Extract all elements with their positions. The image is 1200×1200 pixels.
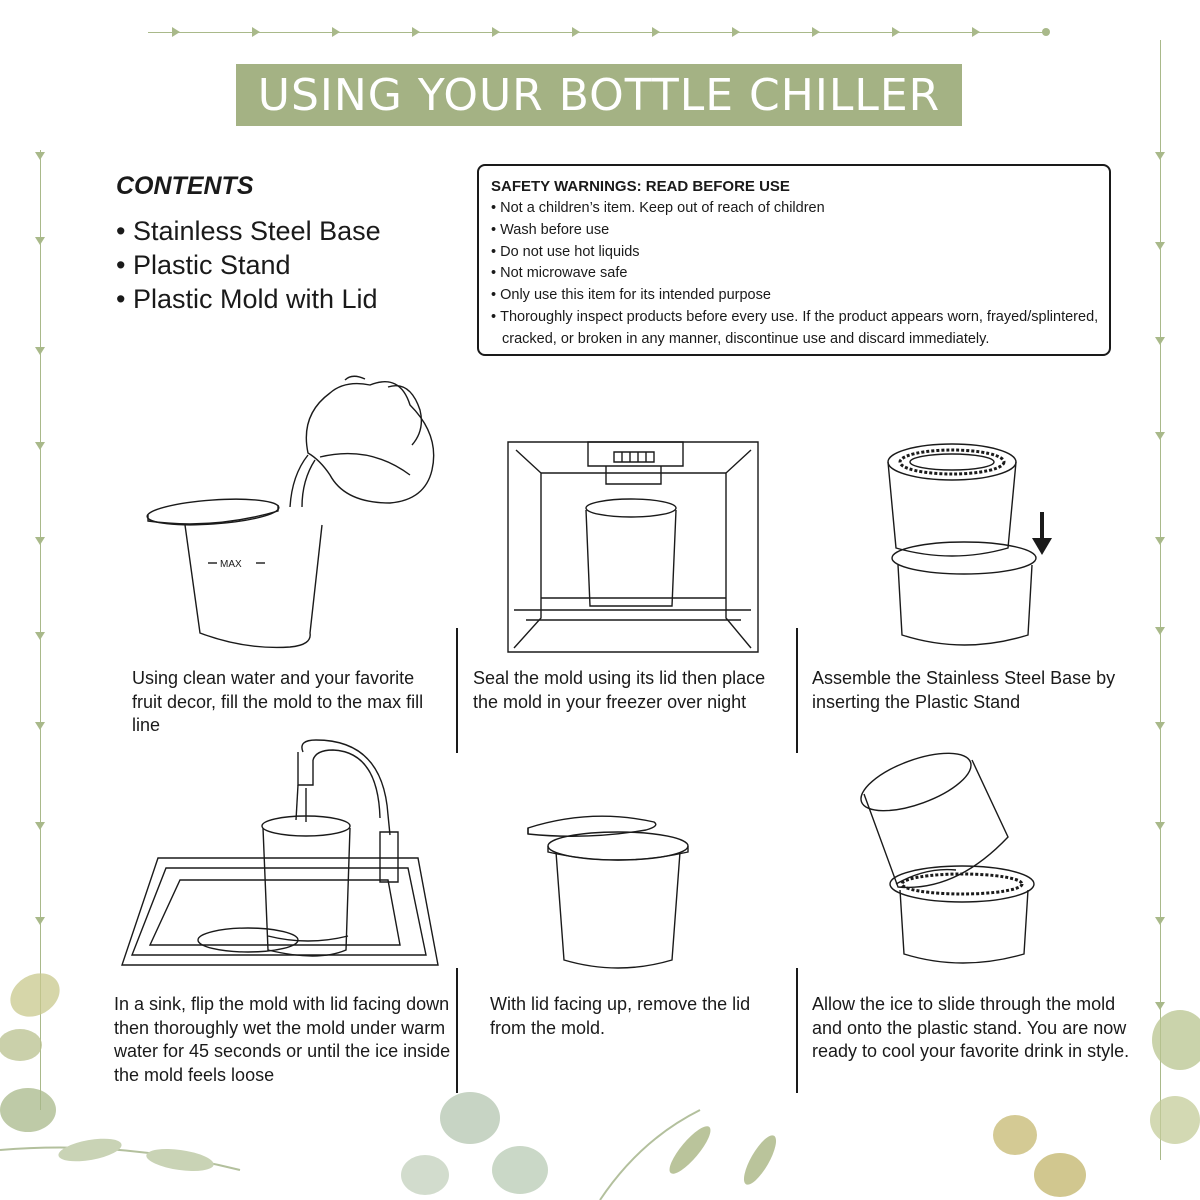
max-fill-label: MAX xyxy=(220,559,242,570)
sink-illustration xyxy=(118,740,448,970)
column-divider xyxy=(796,968,798,1093)
pour-water-illustration xyxy=(140,375,440,665)
warning-item: • Wash before use xyxy=(491,220,1109,242)
remove-lid-illustration xyxy=(526,808,706,973)
contents-item: • Stainless Steel Base xyxy=(116,214,381,248)
safety-warnings-title: SAFETY WARNINGS: READ BEFORE USE xyxy=(491,178,790,195)
safety-warnings-list xyxy=(491,198,1109,351)
contents-item: • Plastic Mold with Lid xyxy=(116,282,381,316)
warning-item: • Only use this item for its intended purpose xyxy=(491,285,1109,307)
step-5-text: With lid facing up, remove the lid from the mold. xyxy=(490,994,751,1038)
contents-item: • Plastic Stand xyxy=(116,248,381,282)
warning-item: • Not a children’s item. Keep out of reach of children xyxy=(491,198,1109,220)
column-divider xyxy=(456,628,458,753)
ice-slide-illustration xyxy=(856,752,1036,972)
column-divider xyxy=(796,628,798,753)
freezer-illustration xyxy=(506,438,761,653)
column-divider xyxy=(456,968,458,1093)
step-6-text: Allow the ice to slide through the mold and onto the plastic stand. You are now ready to cool your favorite drink in style. xyxy=(812,994,1130,1061)
warning-item: • Not microwave safe xyxy=(491,263,1109,285)
warning-item: • Thoroughly inspect products before every use. If the product appears worn, frayed/splintered, cracked, or broken in any manner, discontinue use and discard immediately. xyxy=(491,307,1107,351)
page-title: USING YOUR BOTTLE CHILLER xyxy=(257,69,941,121)
step-1-text: Using clean water and your favorite fruit decor, fill the mold to the max fill line xyxy=(132,668,424,735)
assemble-base-illustration xyxy=(880,440,1060,650)
step-2-text: Seal the mold using its lid then place the mold in your freezer over night xyxy=(473,668,766,712)
warning-item: • Do not use hot liquids xyxy=(491,242,1109,264)
title-banner xyxy=(236,64,962,126)
step-3-text: Assemble the Stainless Steel Base by inserting the Plastic Stand xyxy=(812,668,1116,712)
safety-warnings-box xyxy=(477,164,1111,356)
contents-list xyxy=(116,214,381,316)
contents-heading: CONTENTS xyxy=(116,172,254,200)
step-4-text: In a sink, flip the mold with lid facing down then thoroughly wet the mold under warm water for 45 seconds or until the ice inside the mold feels loose xyxy=(114,994,451,1085)
